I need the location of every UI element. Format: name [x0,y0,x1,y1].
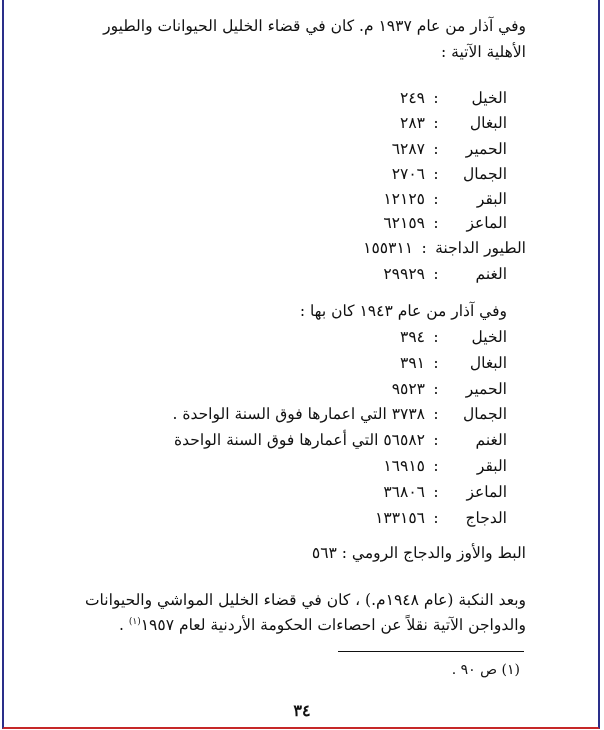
stat-1937-row [392,165,507,183]
intro-1937-line1: وفي آذار من عام ١٩٣٧ م. كان في قضاء الخليل الحيوانات والطيور [103,17,526,35]
footnote-divider [338,651,524,652]
stat-label: الغنم [475,265,507,283]
stat-separator: : [433,457,439,475]
stat-label: البغال [469,114,507,132]
stat-1937-row [392,140,507,158]
stat-value: ١٢١٢٥ [383,190,425,208]
stat-separator: : [433,483,439,501]
stat-label: الجمال [463,165,507,183]
nakba-line2-text: والدواجن الآتية نقلاً عن احصاءات الحكومة الأردنية لعام ١٩٥٧ [140,616,526,634]
stat-value: ٦٢١٥٩ [383,214,425,232]
stat-separator: : [433,405,439,423]
stat-1943-row [375,509,507,527]
stat-separator: : [433,354,439,372]
stat-separator: : [433,328,439,346]
footnote-reference: (١) [128,616,141,627]
stat-separator: : [433,190,439,208]
stat-1937-row [383,265,507,283]
stat-value: ٣٦٨٠٦ [383,483,425,501]
stat-label: الخيل [471,328,507,346]
stat-label: الدجاج [465,509,507,527]
stat-label: الجمال [463,405,507,423]
ducks-geese-turkeys-line: البط والأوز والدجاج الرومي : ٥٦٣ [311,544,526,562]
nakba-para-line1: وبعد النكبة (عام ١٩٤٨م.) ، كان في قضاء الخليل المواشي والحيوانات [84,591,526,609]
stat-label: الخيل [471,89,507,107]
stat-value: ١٦٩١٥ [383,457,425,475]
stat-value: ٩٥٢٣ [391,380,425,398]
stat-label: الماعز [466,483,507,501]
stat-value: ١٣٣١٥٦ [375,509,425,527]
stat-value: ١٥٥٣١١ [363,239,414,257]
stat-separator: : [421,239,427,257]
stat-label: البقر [476,457,507,475]
nakba-para-line2 [119,616,526,634]
stat-label: الماعز [466,214,507,232]
stat-separator: : [433,431,439,449]
stat-1943-row [400,328,507,346]
nakba-line2-end: . [119,616,129,634]
stat-separator: : [433,89,439,107]
intro-1937-line2: الأهلية الآتية : [441,43,526,61]
stat-value: ٢٧٠٦ [391,165,425,183]
stat-label: الحمير [465,380,507,398]
stat-value: ٢٤٩ [400,89,425,107]
stat-1943-row [174,431,507,449]
stat-1937-row [383,190,507,208]
stat-value: ٣٩١ [400,354,425,372]
stat-1937-row [383,214,507,232]
stat-label: الطيور الداجنة [435,239,526,257]
stat-label: الحمير [465,140,507,158]
page-number: ٣٤ [293,701,311,720]
stat-value: ٢٩٩٢٩ [383,265,425,283]
intro-1943: وفي آذار من عام ١٩٤٣ كان بها : [299,302,507,320]
stat-1943-row [392,380,507,398]
stat-separator: : [433,140,439,158]
stat-label: البغال [469,354,507,372]
stat-1937-row [400,114,507,132]
stat-separator: : [433,509,439,527]
stat-separator: : [433,380,439,398]
stat-1943-row [400,354,507,372]
stat-1937-row [363,239,526,257]
stat-value: ٥٦٥٨٢ التي أعمارها فوق السنة الواحدة [174,431,425,449]
stat-separator: : [433,165,439,183]
stat-1937-row [400,89,507,107]
stat-label: الغنم [475,431,507,449]
stat-value: ٦٢٨٧ [391,140,425,158]
stat-1943-row [383,483,507,501]
stat-label: البقر [476,190,507,208]
stat-separator: : [433,265,439,283]
stat-value: ٣٧٣٨ التي اعمارها فوق السنة الواحدة . [172,405,425,423]
stat-value: ٢٨٣ [400,114,425,132]
stat-1943-row [172,405,507,423]
stat-separator: : [433,214,439,232]
footnote: (١) ص ٩٠ . [451,662,520,678]
stat-1943-row [383,457,507,475]
stat-value: ٣٩٤ [400,328,425,346]
stat-separator: : [433,114,439,132]
